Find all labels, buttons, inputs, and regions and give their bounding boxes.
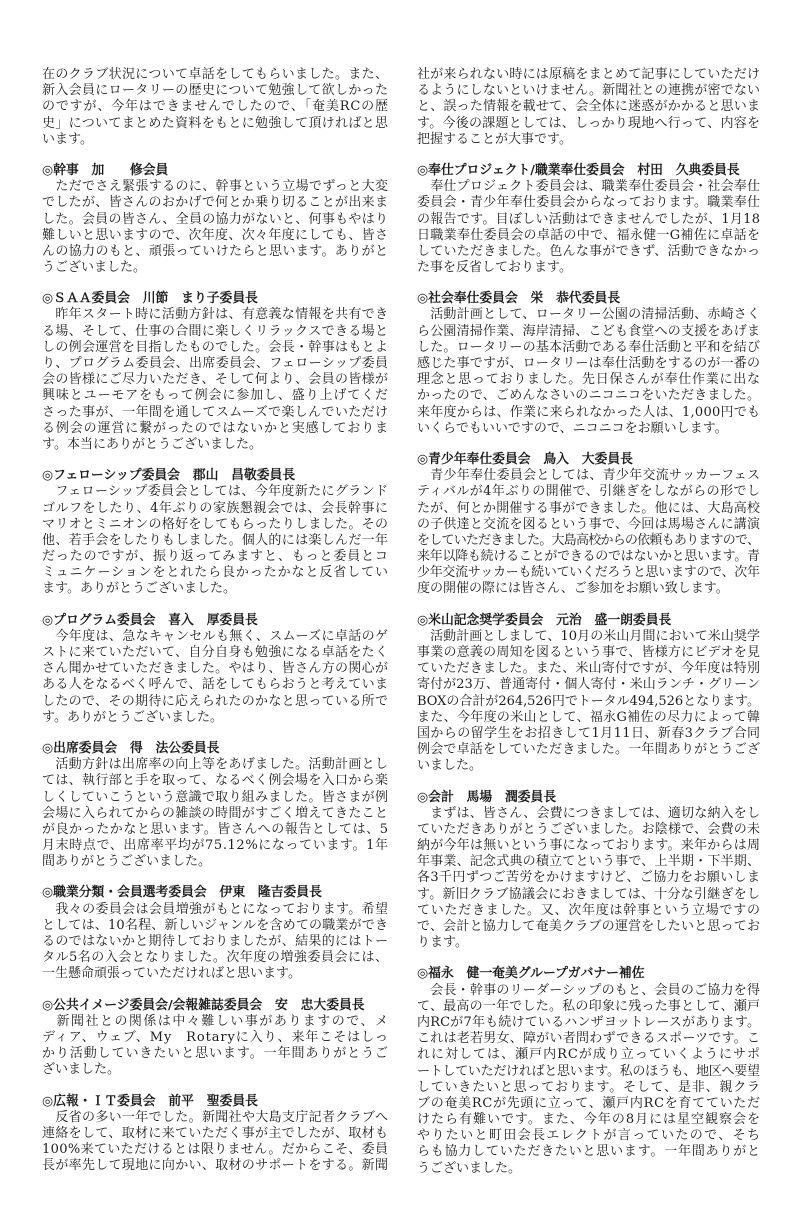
body-line: 会長・幹事のリーダーシップのもと、会員のご協力を得 [417, 982, 761, 998]
body-line: ます。ありがとうございました。 [42, 581, 236, 597]
body-line: だったのですが、振り返ってみますと、もっと委員とコ [42, 549, 389, 565]
report-section [417, 790, 760, 952]
body-line: 社が来られない時には原稿をまとめて記事にしていただけ [417, 67, 761, 82]
body-line: これは老若男女、障がい者問わずできるスポーツです。こ [417, 1031, 761, 1047]
section-heading: ◎プログラム委員会 喜入 厚委員長 [42, 612, 258, 628]
body-line: 把握することが大事です。 [417, 131, 572, 147]
body-line: 月末時点で、出席率平均が75.12%になっています。1年 [42, 838, 389, 854]
section-heading: ◎社会奉仕委員会 栄 恭代委員長 [417, 291, 621, 307]
section-heading: ◎奉仕プロジェクト/職業奉仕委員会 村田 久典委員長 [417, 162, 740, 178]
body-line: フェローシップ委員会としては、今年度新たにグランド [42, 484, 389, 500]
body-line: 各3千円ずつご苦労をかけますけど、ご協力をお願いしま [417, 870, 761, 886]
body-line: 活動計画としまして、10月の米山月間において米山奨学 [417, 628, 761, 644]
body-line: ていただきました。また、米山寄付ですが、今年度は特別 [417, 661, 761, 677]
body-line: 100%来ていただけるとは限りません。だからこそ、委員 [42, 1142, 389, 1158]
body-line: と、誤った情報を載せて、会全体に迷惑がかかると思いま [417, 99, 761, 115]
body-line: した。会員の皆さん、全員の協力がないと、何事もやはり [42, 211, 389, 227]
body-line: のですが、今年はできませんでしたので、「奄美RCの歴 [42, 99, 389, 115]
body-line: マリオとミニオンの格好をしてもらったりしました。その [42, 516, 389, 532]
body-line: ります。 [417, 935, 468, 951]
body-line: したので、その期待に応えられたのかなと思っている所で [42, 693, 389, 709]
body-line: 来年以降も続けることができるのではないかと思います。青 [417, 549, 760, 565]
body-line: けたら有難いです。また、今年の8月には星空観察会を [417, 1112, 761, 1128]
body-line: さった事が、一年間を通してスムーズで楽しんでいただけ [42, 404, 389, 420]
report-section [42, 998, 388, 1079]
body-line: 納が今年は無いという事になっております。来年からは周 [417, 838, 761, 854]
body-line: した。ロータリーの基本活動である奉仕活動と平和を結び [417, 339, 761, 355]
body-line: ゴルフをしたり、4年ぶりの家族懇親会では、会長幹事に [42, 500, 389, 516]
body-line: れに対しては、瀬戸内RCが成り立っていくようにサポ [417, 1047, 761, 1063]
body-line: らも協力していただきたいと思います。一年間ありがと [417, 1144, 761, 1160]
body-line: で、会計と協力して奄美クラブの運営をしたいと思ってお [417, 919, 761, 934]
report-section [417, 452, 760, 598]
body-line: 内RCが7年も続けているハンザヨットレースがあります。 [417, 1014, 761, 1030]
body-line: していただきました。色んな事ができず、活動できなかっ [417, 243, 761, 259]
section-heading: ◎ＳＡＡ委員会 川節 まり子委員長 [42, 291, 258, 307]
right-column [417, 67, 760, 1177]
body-line: 感じた事ですが、ロータリーは奉仕活動をするのが一番の [417, 356, 761, 371]
section-heading: ◎青少年奉仕委員会 鳥入 大委員長 [417, 451, 633, 467]
body-line: 長が率先して現地に向かい、取材のサポートをする。新聞 [42, 1158, 389, 1174]
body-line: 他、若手会をしたりもしました。個人的には楽しんだ一年 [42, 532, 389, 548]
body-line: ある人をなるべく呼んで、話をしてもらおうと考えていま [42, 677, 389, 693]
body-line: る場、そして、仕事の合間に楽しくリラックスできる場と [42, 323, 389, 339]
body-line: た事を反省しております。 [417, 260, 572, 276]
body-line: 会の皆様にご尽力いただき、そして何より、会員の皆様が [42, 372, 389, 388]
report-section [42, 885, 388, 982]
body-line: います。 [42, 131, 93, 147]
body-line: 会場に入られてからの雑談の時間がすごく増えてきたこと [42, 805, 389, 821]
body-line: が良かったかなと思います。皆さんへの報告としては、5 [42, 821, 389, 837]
body-line: ていただきました。又、次年度は幹事という立場ですの [417, 902, 761, 918]
body-line: たが、何とか開催する事ができました。他には、大島高校 [417, 500, 761, 516]
report-section [42, 741, 388, 871]
body-line: でしたが、皆さんのおかげで何とか乗り切ることが出来ま [42, 195, 389, 211]
body-line: まずは、皆さん、会費につきましては、適切な納入をし [417, 805, 761, 821]
body-line: しくしていこうという意識で取り組みました。皆さまが例 [42, 789, 389, 805]
section-heading: ◎米山記念奨学委員会 元治 盛一朗委員長 [417, 612, 672, 628]
report-section [42, 613, 388, 726]
body-line: ブの奄美RCが先頭に立って、瀬戸内RCを育てていただ [417, 1095, 761, 1111]
body-line: の報告です。目ぼしい活動はできませんでしたが、1月18 [417, 211, 761, 227]
body-line: り、プログラム委員会、出席委員会、フェローシップ委員 [42, 356, 389, 371]
body-line: 新入会員にロータリーの歴史について勉強して欲しかった [42, 83, 389, 99]
body-line: BOXの合計が264,526円でトータル494,526となります。 [417, 693, 760, 709]
body-line: 間ありがとうございました。 [42, 854, 212, 870]
body-line: 新聞社との関係は中々難しい事がありますので、メ [42, 1013, 390, 1029]
report-section [417, 613, 760, 775]
report-section [42, 163, 388, 276]
body-line: 在のクラブ状況について卓話をしてもらいました。また、 [42, 67, 389, 82]
body-line: ては、執行部と手を取って、なるべく例会場を入口から楽 [42, 773, 389, 789]
body-line: しの例会運営を目指したものでした。会長・幹事はもとよ [42, 339, 389, 355]
report-section [417, 291, 760, 437]
body-line: 日職業奉仕委員会の卓話の中で、福永健一G補佐に卓話を [417, 227, 761, 243]
body-line: していきたいと思っております。そして、是非、親クラ [417, 1079, 761, 1095]
body-line: す。今後の課題としては、しっかり現地へ行って、内容を [417, 115, 761, 131]
body-line: ら公園清掃作業、海岸清掃、こども食堂への支援をあげま [417, 323, 761, 339]
section-heading: ◎福永 健一奄美グループガバナー補佐 [417, 966, 645, 982]
body-line: 今年度は、急なキャンセルも無く、スムーズに卓話のゲ [42, 628, 389, 644]
body-line: ミュニケーションをとれたら良かったかなと反省してい [42, 565, 389, 581]
report-section [42, 1094, 388, 1175]
body-line: 活動方針は出席率の向上等をあげました。活動計画とし [42, 757, 389, 773]
section-heading: ◎広報・ＩＴ委員会 前平 聖委員長 [42, 1093, 258, 1109]
body-line: 青少年奉仕委員会としては、青少年交流サッカーフェス [417, 468, 761, 484]
body-line: ただでさえ緊張するのに、幹事という立場でずっと大変 [42, 179, 389, 195]
body-line: 史」についてまとめた資料をもとに勉強して頂ければと思 [42, 115, 389, 131]
left-column [42, 67, 388, 1174]
body-line: 理念と思っておりました。先日保さんが奉仕作業に出な [417, 372, 761, 388]
body-line: ストに来ていただいて、自分自身も勉強になる卓話をたく [42, 645, 389, 660]
report-section [417, 966, 760, 1176]
body-line: 奉仕プロジェクト委員会は、職業奉仕委員会・社会奉仕 [417, 179, 761, 195]
body-line: 少年交流サッカーも続いていくだろうと思いますので、次年 [417, 565, 760, 581]
body-line: す。ありがとうございました。 [42, 709, 223, 725]
body-line: ディア、ウェブ、My Rotaryに入り、来年こそはしっ [42, 1029, 389, 1045]
body-line: 度の開催の際には皆さん、ご参加をお願い致します。 [417, 581, 729, 597]
section-heading: ◎職業分類・会員選考委員会 伊東 隆吉委員長 [42, 885, 322, 901]
section-heading: ◎公共イメージ委員会/会報雑誌委員会 安 忠大委員長 [42, 997, 365, 1013]
body-line: るのではないかと期待しておりましたが、結果的にはトー [42, 934, 389, 949]
body-line: をしていただきました。大島高校からの依頼もありますので、 [417, 532, 760, 548]
report-section [42, 468, 388, 598]
body-line: 活動計画として、ロータリー公園の清掃活動、赤崎さく [417, 307, 761, 323]
body-line: 例会で卓話をしていただきました。一年間ありがとうござ [417, 742, 761, 758]
body-line: す。本当にありがとうございました。 [42, 436, 262, 452]
body-line: 一生懸命頑張っていただければと思います。 [42, 966, 301, 982]
body-line: ていただきありがとうございました。お陰様で、会費の未 [417, 821, 761, 837]
body-line: 国からの留学生をお招きして1月11日、新春3クラブ合同 [417, 725, 761, 741]
body-line: うございました。 [42, 260, 147, 276]
body-line: いました。 [417, 758, 483, 774]
body-line: 難しいと思いますので、次年度、次々年度にしても、皆さ [42, 227, 389, 243]
body-line: うございました。 [417, 1160, 522, 1176]
section-heading: ◎フェローシップ委員会 郡山 昌敬委員長 [42, 468, 296, 484]
report-section [42, 291, 388, 453]
body-line: さん聞かせていただきました。やはり、皆さん方の関心が [42, 661, 389, 677]
body-line: 事業の意義の周知を図るという事で、皆様方にビデオを見 [417, 645, 761, 660]
continued-text [417, 67, 760, 148]
body-line: かったので、ごめんなさいのニコニコをいただきました。 [417, 388, 761, 404]
body-line: かり活動していきたいと思います。一年間ありがとうご [42, 1046, 389, 1062]
body-line: の子供達と交流を図るという事で、今回は馬場さんに講演 [417, 516, 761, 532]
body-line: るようにしないといけません。新聞社との連携が密でない [417, 83, 761, 99]
section-heading: ◎幹事 加 修会員 [42, 162, 169, 178]
body-line: やりたいと町田会長エレクトが言っていたので、そち [417, 1128, 762, 1144]
body-line: んの協力のもと、頑張っていけたらと思います。ありがと [42, 243, 389, 259]
body-line: す。新旧クラブ協議会におきましては、十分な引継ぎをし [417, 886, 761, 902]
body-line: いくらでもいいですので、ニコニコをお願いします。 [417, 420, 728, 436]
body-line: 昨年スタート時に活動方針は、有意義な情報を共有でき [42, 307, 389, 323]
body-line: 我々の委員会は会員増強がもとになっております。希望 [42, 901, 389, 917]
section-heading: ◎会計 馬場 潤委員長 [417, 789, 557, 805]
body-line: また、今年度の米山として、福永G補佐の尽力によって韓 [417, 709, 761, 725]
body-line: る例会の運営に繋がったのではないかと実感しておりま [42, 420, 389, 436]
body-line: 興味とユーモアをもって例会に参加し、盛り上げてくだ [42, 388, 389, 404]
section-heading: ◎出席委員会 得 法公委員長 [42, 740, 220, 756]
body-line: 寄付が23万、普通寄付・個人寄付・米山ランチ・グリーン [417, 677, 761, 693]
body-line: ざいました。 [42, 1062, 121, 1078]
body-line: 委員会・青少年奉仕委員会からなっております。職業奉仕 [417, 195, 761, 211]
body-line: 連絡をして、取材に来ていただく事が主でしたが、取材も [42, 1125, 389, 1141]
report-section [417, 163, 760, 276]
continued-text [42, 67, 388, 148]
body-line: 年事業、記念式典の積立てという事で、上半期・下半期、 [417, 854, 761, 870]
body-line: タル5名の入会となりました。次年度の増強委員会には、 [42, 950, 389, 966]
body-line: 来年度からは、作業に来られなかった人は、1,000円でも [417, 404, 761, 420]
body-line: 反省の多い一年でした。新聞社や大島支庁記者クラブへ [42, 1109, 389, 1125]
body-line: としては、10名程、新しいジャンルを含めての職業ができ [42, 917, 389, 933]
body-line: ティバルが4年ぶりの開催で、引継ぎをしながらの形でし [417, 484, 761, 500]
body-line: て、最高の一年でした。私の印象に残った事として、瀬戸 [417, 998, 761, 1014]
body-line: ートしていただければと思います。私のほうも、地区へ要望 [417, 1063, 760, 1079]
